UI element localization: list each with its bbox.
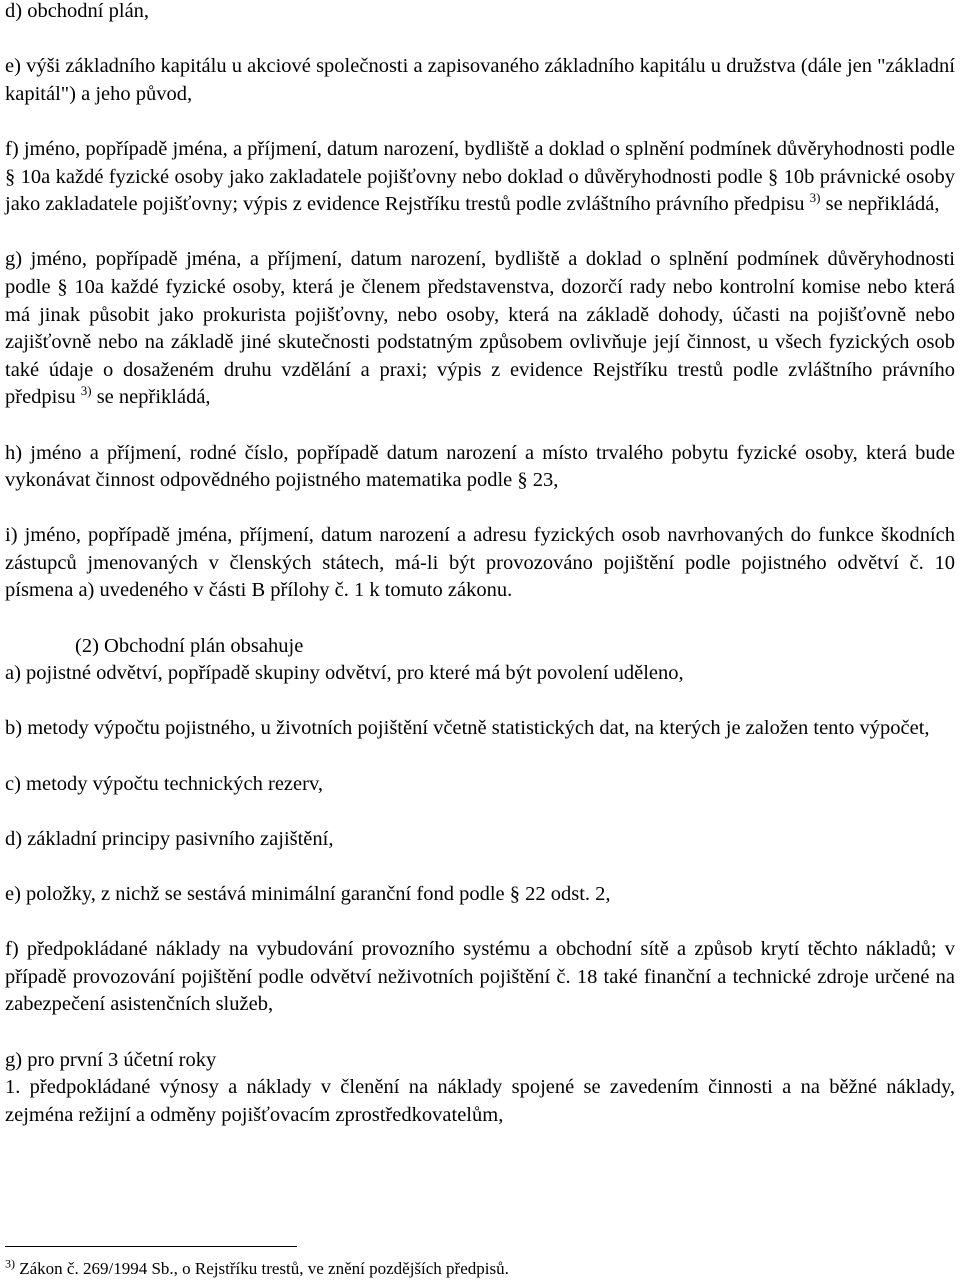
- plan-item-d: d) základní principy pasivního zajištění,: [5, 827, 334, 850]
- plan-item-e: e) položky, z nichž se sestává minimální garanční fond podle § 22 odst. 2,: [5, 883, 611, 905]
- plan-item-a: a) pojistné odvětví, popřípadě skupiny odvětví, pro které má být povolení uděleno,: [5, 662, 684, 685]
- plan-item-f: f) předpokládané náklady na vybudování provozního systému a obchodní sítě a způsob krytí těchto nákladů; v případě provozování pojištění podle odvětví neživotních pojištění č. 18 také finanční a technické zdroje určené na zabezpečení asistenčních služeb,: [5, 938, 955, 1016]
- item-e: e) výši základního kapitálu u akciové společnosti a zapisovaného základního kapitálu u družstva (dále jen "základní kapitál") a jeho původ,: [5, 55, 955, 105]
- footnote-ref: 3): [80, 383, 92, 399]
- footnote-divider: [5, 1246, 297, 1247]
- item-f: [5, 136, 955, 219]
- footnote-number: 3): [5, 1256, 15, 1271]
- footnote: [5, 1257, 955, 1281]
- item-d: d) obchodní plán,: [5, 0, 150, 22]
- plan-item-g: g) pro první 3 účetní roky: [5, 1048, 217, 1071]
- section-heading: (2) Obchodní plán obsahuje: [75, 634, 304, 657]
- footnote-text: Zákon č. 269/1994 Sb., o Rejstříku trestů, ve znění pozdějších předpisů.: [15, 1259, 509, 1278]
- item-f-text: f) jméno, popřípadě jména, a příjmení, datum narození, bydliště a doklad o splnění podmínek důvěryhodnosti podle § 10a každé fyzické osoby jako zakladatele pojišťovny nebo doklad o důvěryhodnosti podle § 10b právnické osoby jako zakladatele pojišťovny; výpis z evidence Rejstříku trestů podle zvláštního právního předpisu: [5, 137, 955, 216]
- plan-item-c: c) metody výpočtu technických rezerv,: [5, 772, 323, 795]
- item-g-text: g) jméno, popřípadě jména, a příjmení, datum narození, bydliště a doklad o splnění podmínek důvěryhodnosti podle § 10a každé fyzické osoby, která je členem představenstva, dozorčí rady nebo kontrolní komise nebo která má jinak působit jako prokurista pojišťovny, nebo osoby, která na základě dohody, účasti na pojišťovně nebo zajišťovně nebo na základě jiné skutečnosti podstatným způsobem ovlivňuje její činnost, u všech fyzických osob také údaje o dosaženém druhu vzdělání a praxi; výpis z evidence Rejstříku trestů podle zvláštního právního předpisu: [5, 248, 955, 409]
- item-g-end: se nepřikládá,: [91, 386, 211, 409]
- plan-item-b: b) metody výpočtu pojistného, u životních pojištění včetně statistických dat, na kterých je založen tento výpočet,: [5, 717, 930, 740]
- plan-item-g1: 1. předpokládané výnosy a náklady v členění na náklady spojené se zavedením činnosti a na běžné náklady, zejména režijní a odměny pojišťovacím zprostředkovatelům,: [5, 1076, 955, 1126]
- item-g: [5, 246, 955, 412]
- footnote-ref: 3): [809, 190, 821, 206]
- document-page: [5, 0, 955, 1129]
- item-f-end: se nepřikládá,: [820, 193, 940, 216]
- item-h: h) jméno a příjmení, rodné číslo, popřípadě datum narození a místo trvalého pobytu fyzické osoby, která bude vykonávat činnost odpovědného pojistného matematika podle § 23,: [5, 441, 955, 492]
- item-i: i) jméno, popřípadě jména, příjmení, datum narození a adresu fyzických osob navrhovaných do funkce škodních zástupců jmenovaných v členských státech, má-li být provozováno pojištění podle pojistného odvětví č. 10 písmena a) uvedeného v části B přílohy č. 1 k tomuto zákonu.: [5, 524, 955, 602]
